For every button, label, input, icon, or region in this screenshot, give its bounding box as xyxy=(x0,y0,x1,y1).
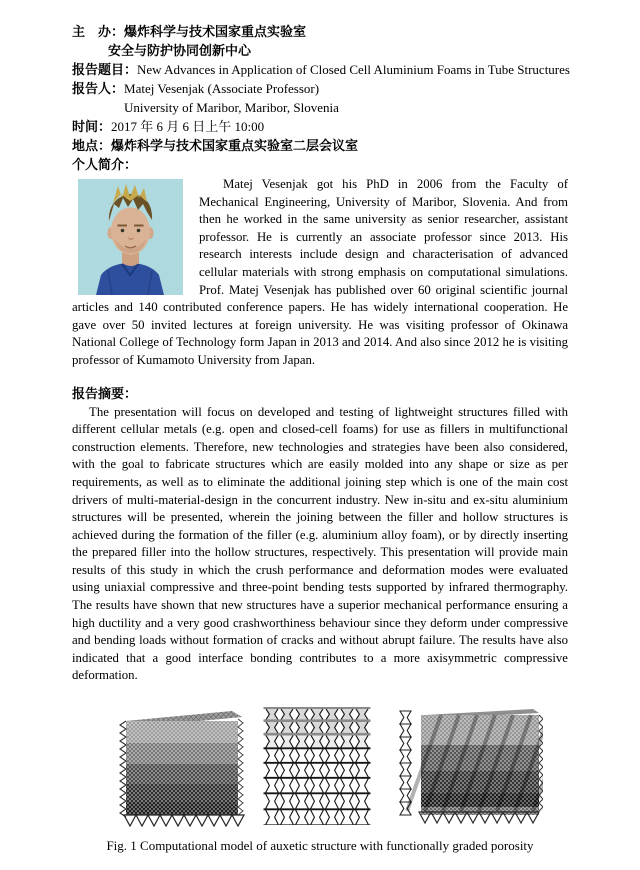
figure-caption: Fig. 1 Computational model of auxetic structure with functionally graded porosity xyxy=(106,838,534,854)
venue-line xyxy=(72,136,568,155)
organizer-label: 主 办： xyxy=(72,24,125,39)
organizer-line xyxy=(72,22,568,41)
speaker-affiliation-line xyxy=(72,98,568,117)
venue-value: 爆炸科学与技术国家重点实验室二层会议室 xyxy=(111,138,359,153)
organizer-value: 爆炸科学与技术国家重点实验室 xyxy=(124,24,307,39)
time-label: 时间： xyxy=(72,119,112,134)
speaker-label: 报告人： xyxy=(72,81,125,96)
abstract-heading xyxy=(72,384,568,403)
profile-section xyxy=(72,176,568,370)
title-value: New Advances in Application of Closed Cell Aluminium Foams in Tube Structures xyxy=(137,62,570,77)
abstract-label: 报告摘要： xyxy=(72,385,138,401)
speaker-value: Matej Vesenjak (Associate Professor) xyxy=(124,81,320,96)
organizer-value-2: 安全与防护协同创新中心 xyxy=(108,43,252,58)
speaker-affiliation: University of Maribor, Maribor, Slovenia xyxy=(124,100,339,115)
venue-label: 地点： xyxy=(72,138,112,153)
profile-label: 个人简介： xyxy=(72,157,138,172)
time-line xyxy=(72,117,568,136)
auxetic-structure-graded-3d-left-image xyxy=(116,707,246,827)
time-value: 2017 年 6 月 6 日上午 10:00 xyxy=(111,119,265,134)
profile-heading xyxy=(72,155,568,174)
auxetic-structure-front-view-image xyxy=(263,707,373,825)
abstract-paragraph: The presentation will focus on developed and testing of lightweight structures filled with different cellular metals (e.g. open and closed-cell foams) for use as fillers in multifunctional construction elements. Therefore, new technologies and strategies have been also considered, with the goal to fabricate structures which are easily molded into any shape or size as per requirements, as well as to eliminate the additional joining step which is one of the main cost drivers of multi-material-design in the concurrent industry. New in-situ and ex-situ aluminium structures will be presented, wherein the joining between the filler and hollow structures is achieved during the formation of the filler (e.g. aluminium alloy foam), or by directly inserting the prepared filler into the hollow structures, respectively. This presentation will provide main results of this study in which the crush performance and deformation modes were evaluated using uniaxial compressive and three-point bending tests supported by infrared thermography. The results have shown that new structures have a superior mechanical performance ensuring a high ductility and a very good crashworthiness behaviour since they deform under compressive and bending loads without formation of cracks and without abrupt failure. The results have also indicated that a good interface bonding contributes to a more axisymmetric compressive deformation. xyxy=(72,404,568,683)
organizer-line-2 xyxy=(72,41,568,60)
auxetic-structure-graded-3d-right-image xyxy=(399,707,543,824)
portrait-image xyxy=(78,179,183,295)
title-label: 报告题目： xyxy=(72,62,138,77)
title-line xyxy=(72,60,568,79)
speaker-line xyxy=(72,79,568,98)
figure xyxy=(72,707,568,827)
speaker-photo xyxy=(78,179,183,295)
profile-paragraph: Matej Vesenjak got his PhD in 2006 from the Faculty of Mechanical Engineering, University of Maribor, Slovenia. And from then he worked in the same university as senior researcher, assistant professor. He is currently an associate professor since 2013. His research interests include design and characterisation of advanced cellular materials with strong emphasis on computational simulations. Prof. Matej Vesenjak has published over 60 original scientific journal articles and 140 contributed conference papers. He has widely international cooperation. He gave over 50 invited lectures at foreign university. He was visiting professor of Okinawa National College of Technology form Japan in 2013 and 2014. And also since 2012 he is visiting professor of Kumamoto University from Japan. xyxy=(72,177,568,367)
